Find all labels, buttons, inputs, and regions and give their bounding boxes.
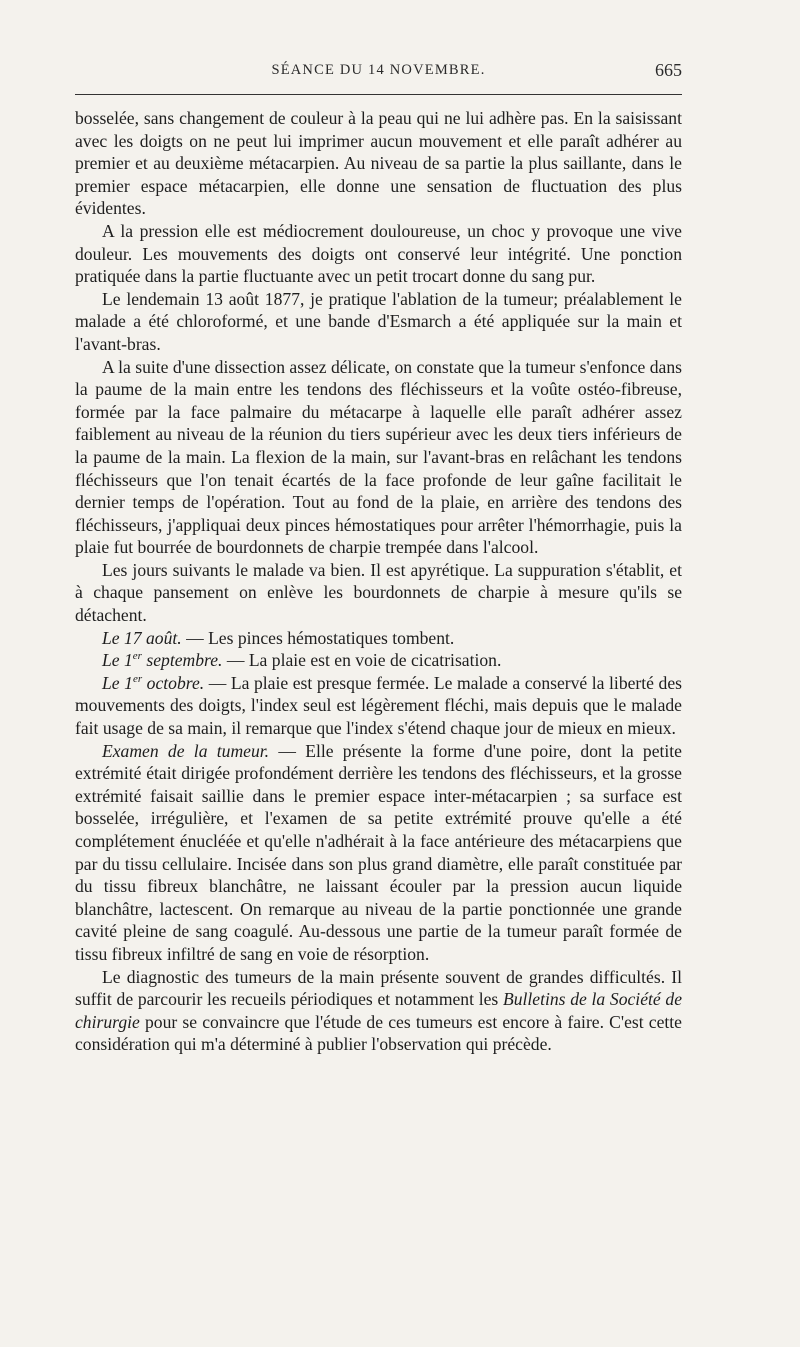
entry-date-part: septembre. — [141, 650, 223, 671]
body-text — [75, 107, 682, 1056]
entry-date: Le 17 août. — [102, 627, 182, 648]
paragraph: bosselée, sans changement de couleur à la peau qui ne lui adhère pas. En la saisissant avec les doigts on ne peut lui imprimer aucun mouvement et elle paraît adhérer au premier et au deuxième métacarpien. Au niveau de sa partie la plus saillante, dans le premier espace métacarpien, elle donne une sensation de fluctuation des plus évidentes. — [75, 108, 682, 219]
entry-date-part: Le 1 — [102, 672, 133, 693]
entry-date-part: octobre. — [142, 672, 205, 693]
page-number: 665 — [655, 60, 682, 80]
paragraph-text: pour se convaincre que l'étude de ces tumeurs est encore à faire. C'est cette considération qui m'a déterminé à publier l'observation qui précède. — [75, 1011, 682, 1055]
section-label: Examen de la tumeur. — [102, 740, 270, 761]
ordinal-superscript: er — [132, 650, 142, 663]
dated-entry — [75, 627, 682, 650]
paragraph-text: Le diagnostic des tumeurs de la main présente souvent de grandes difficultés. Il suffit de parcourir les recueils périodiques et notamment les — [75, 966, 682, 1010]
page-header — [75, 60, 682, 84]
paragraph: Les jours suivants le malade va bien. Il est apyrétique. La suppuration s'établit, et à chaque pansement on enlève les bourdonnets de charpie à mesure qu'ils se détachent. — [75, 559, 682, 626]
section-text: — Elle présente la forme d'une poire, dont la petite extrémité était dirigée profondément derrière les tendons des fléchisseurs, et la grosse extrémité faisait saillie dans le premier espace inter-métacarpien ; sa surface est bosselée, irrégulière, et l'examen de sa petite extrémité prouve qu'elle a été complétement énucléée et qu'elle n'adhérait à la face antérieure des métacarpiens que par du tissu cellulaire. Incisée dans son plus grand diamètre, elle paraît constituée par du tissu fibreux blanchâtre, ne laissant écouler par la pression aucun liquide blanchâtre, lactescent. On remarque au niveau de la partie ponctionnée une grande cavité pleine de sang coagulé. Au-dessous une partie de la tumeur paraît formée de tissu fibreux infiltré de sang en voie de résorption. — [75, 740, 682, 964]
paragraph: A la pression elle est médiocrement douloureuse, un choc y provoque une vive douleur. Les mouvements des doigts ont conservé leur intégrité. Une ponction pratiquée dans la partie fluctuante avec un petit trocart donne du sang pur. — [75, 220, 682, 287]
paragraph: A la suite d'une dissection assez délicate, on constate que la tumeur s'enfonce dans la paume de la main entre les tendons des fléchisseurs et la voûte ostéo-fibreuse, formée par la face palmaire du métacarpe à laquelle elle paraît adhérer assez faiblement au niveau de la réunion du tiers supérieur avec les deux tiers inférieurs de la paume de la main. La flexion de la main, sur l'avant-bras en relâchant les tendons fléchisseurs que l'on tenait écartés de la face profonde de leur gaîne facilitait le dernier temps de l'opération. Tout au fond de la plaie, en arrière des tendons des fléchisseurs, j'appliquai deux pinces hémostatiques pour arrêter l'hémorrhagie, puis la plaie fut bourrée de bourdonnets de charpie trempée dans l'alcool. — [75, 356, 682, 558]
paragraph: Le lendemain 13 août 1877, je pratique l'ablation de la tumeur; préalablement le malade a été chloroformé, et une bande d'Esmarch a été appliquée sur la main et l'avant-bras. — [75, 288, 682, 354]
header-rule — [75, 94, 682, 95]
entry-text: — Les pinces hémostatiques tombent. — [181, 627, 455, 648]
entry-text: — La plaie est en voie de cicatrisation. — [222, 650, 502, 671]
entry-date-part: Le 1 — [102, 650, 133, 671]
entry-text: — La plaie est presque fermée. Le malade a conservé la liberté des mouvements des doigts, l'index seul est légèrement fléchi, mais depuis que le malade fait usage de sa main, il remarque que l'index s'étend chaque jour de mieux en mieux. — [75, 672, 682, 739]
ordinal-superscript: er — [132, 672, 143, 685]
section-paragraph — [75, 740, 682, 966]
running-title: SÉANCE DU 14 NOVEMBRE. — [271, 62, 486, 78]
publication-title: Bulletins de la Société de chirurgie — [75, 989, 683, 1032]
paragraph — [75, 966, 682, 1056]
entry-date — [102, 673, 204, 693]
dated-entry — [75, 672, 682, 740]
entry-date — [102, 650, 222, 670]
dated-entry — [75, 649, 682, 672]
